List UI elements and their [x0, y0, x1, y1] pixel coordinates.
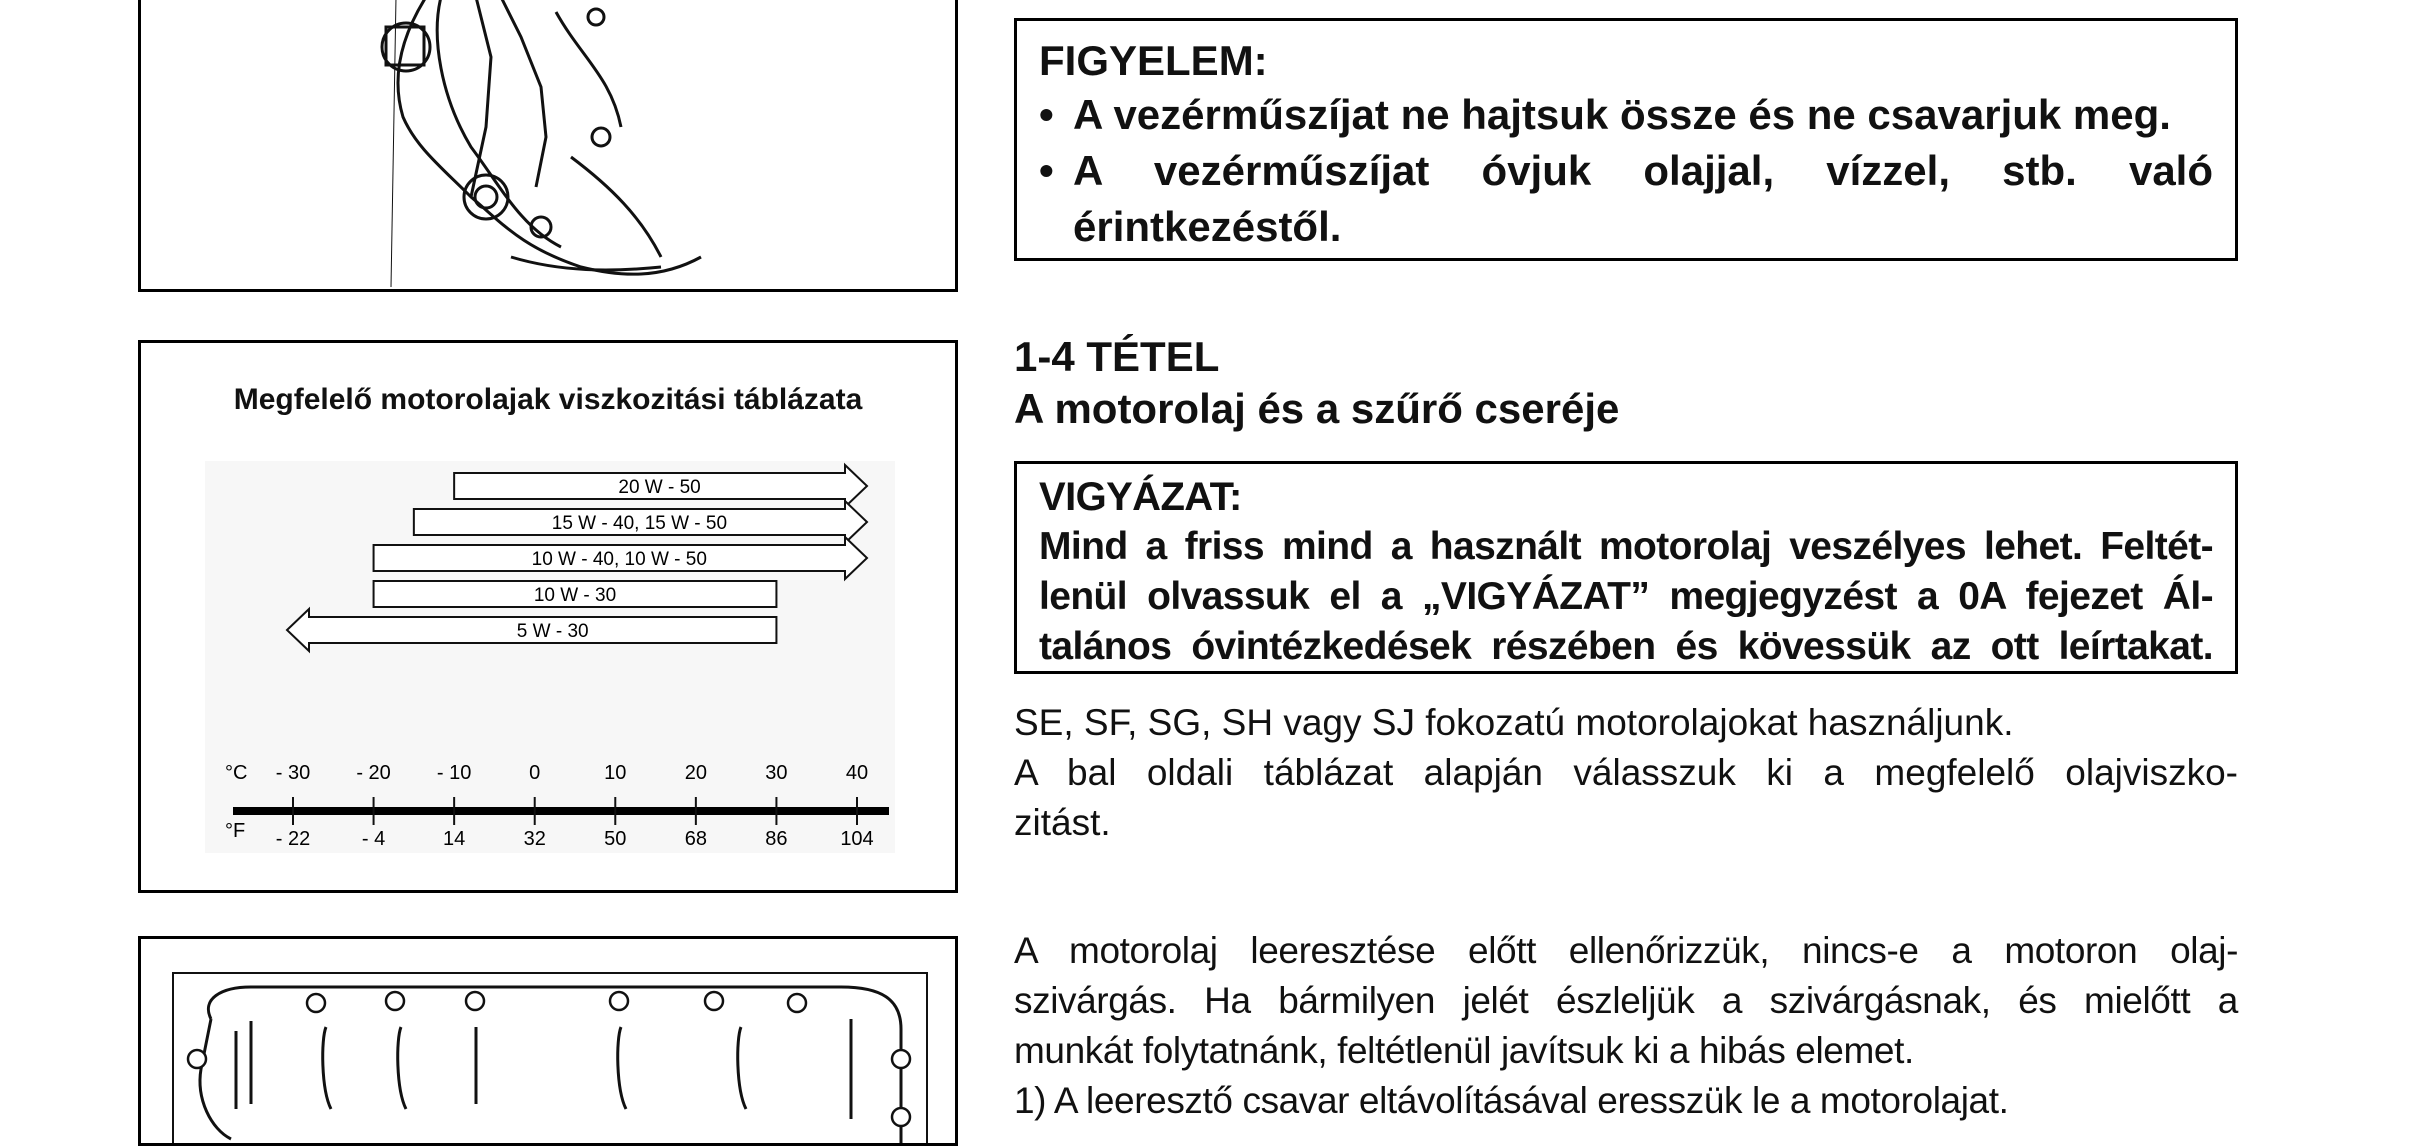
- viscosity-chart: [205, 461, 895, 853]
- step-1: 1) A leeresztő csavar eltávolításával eresszük le a motorolajat.: [1014, 1080, 2009, 1121]
- section-title: A motorolaj és a szűrő cseréje: [1014, 385, 1620, 432]
- paragraph-line: A motorolaj leeresztése előtt ellenőrizzük, nincs-e a motoron olaj-: [1014, 930, 2238, 971]
- oil-drain-paragraph: [1014, 926, 2238, 1126]
- figyelem-bullet-2: [1039, 143, 2213, 255]
- tick-label-celsius: - 20: [356, 762, 391, 784]
- tick-label-fahrenheit: 32: [523, 828, 546, 850]
- vigyazat-line: talános óvintézkedések részében és kövessük az ott leírtakat.: [1039, 625, 2213, 668]
- tick-label-celsius: 30: [765, 762, 788, 784]
- figyelem-bullet-text: A vezérműszíjat óvjuk olajjal, vízzel, stb. való érintkezéstől.: [1073, 147, 2213, 250]
- tick-label-fahrenheit: 104: [840, 828, 874, 850]
- figyelem-bullet-text: A vezérműszíjat ne hajtsuk össze és ne csavarjuk meg.: [1073, 91, 2171, 138]
- tick-label-fahrenheit: - 22: [275, 828, 311, 850]
- viscosity-chart-figure: [138, 340, 958, 893]
- vigyazat-heading: VIGYÁZAT:: [1039, 475, 1242, 519]
- tick-label-fahrenheit: 68: [684, 828, 707, 850]
- timing-belt-drawing: [141, 0, 958, 292]
- viscosity-bar-label: 10 W - 30: [533, 585, 617, 606]
- paragraph-line: szivárgás. Ha bármilyen jelét észleljük a szivárgásnak, és mielőtt a: [1014, 980, 2238, 1021]
- figyelem-bullet-1: [1039, 87, 2213, 143]
- chart-title: Megfelelő motorolajak viszkozitási táblázata: [233, 383, 863, 416]
- tick-label-fahrenheit: - 4: [361, 828, 386, 850]
- tick-label-fahrenheit: 14: [443, 828, 466, 850]
- viscosity-bar-label: 5 W - 30: [516, 621, 589, 642]
- viscosity-bar-label: 20 W - 50: [618, 477, 701, 498]
- paragraph-line: munkát folytatnánk, feltétlenül javítsuk ki a hibás elemet.: [1014, 1030, 1914, 1071]
- unit-celsius: °C: [225, 762, 248, 784]
- figyelem-notice: [1014, 18, 2238, 261]
- oil-pan-figure: [138, 936, 958, 1146]
- tick-label-celsius: 10: [604, 762, 627, 784]
- timing-belt-figure: [138, 0, 958, 292]
- oil-pan-drawing: [141, 939, 958, 1146]
- tick-label-celsius: 0: [529, 762, 541, 784]
- section-number: 1-4 TÉTEL: [1014, 333, 1220, 380]
- tick-label-celsius: 40: [845, 762, 869, 784]
- tick-label-celsius: 20: [684, 762, 707, 784]
- vigyazat-notice: [1014, 461, 2238, 674]
- figyelem-heading: FIGYELEM:: [1039, 37, 1268, 84]
- paragraph-line: A bal oldali táblázat alapján válasszuk ki a megfelelő olajviszko-: [1014, 752, 2238, 793]
- tick-label-fahrenheit: 86: [765, 828, 788, 850]
- paragraph-line: SE, SF, SG, SH vagy SJ fokozatú motorolajokat használjunk.: [1014, 702, 2014, 743]
- unit-fahrenheit: °F: [225, 820, 246, 842]
- vigyazat-line: lenül olvassuk el a „VIGYÁZAT” megjegyzést a 0A fejezet Ál-: [1039, 575, 2213, 618]
- bullet-icon: •: [1039, 147, 1054, 194]
- viscosity-bar-label: 10 W - 40, 10 W - 50: [531, 549, 707, 570]
- vigyazat-line: Mind a friss mind a használt motorolaj veszélyes lehet. Feltét-: [1039, 525, 2213, 568]
- tick-label-fahrenheit: 50: [604, 828, 627, 850]
- paragraph-line: zitást.: [1014, 802, 1111, 843]
- viscosity-bar-label: 15 W - 40, 15 W - 50: [551, 513, 728, 534]
- tick-label-celsius: - 30: [275, 762, 311, 784]
- oil-grade-paragraph: [1014, 698, 2238, 848]
- bullet-icon: •: [1039, 91, 1054, 138]
- tick-label-celsius: - 10: [436, 762, 472, 784]
